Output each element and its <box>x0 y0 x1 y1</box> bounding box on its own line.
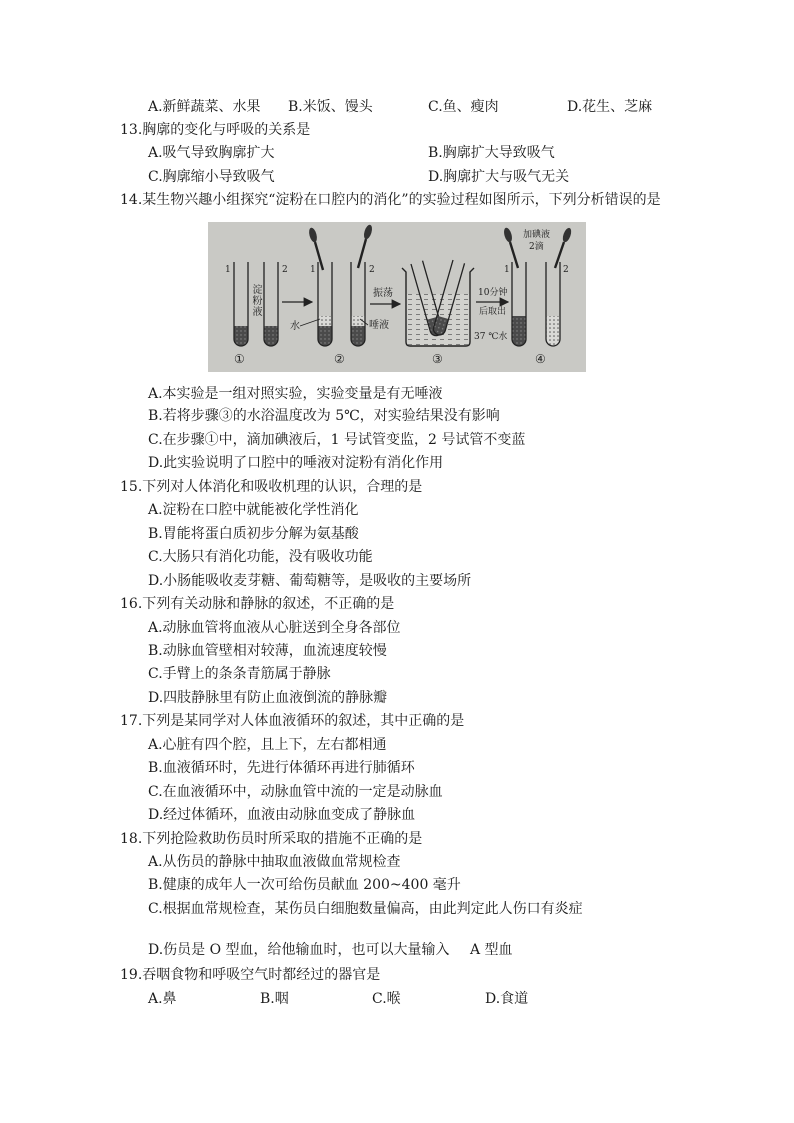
q14-option-b: B.若将步骤③的水浴温度改为 5℃，对实验结果没有影响 <box>148 408 500 424</box>
q19-option-a: A.鼻 <box>148 991 177 1007</box>
step4-dropper1-bulb <box>503 227 514 243</box>
q14-option-d: D.此实验说明了口腔中的唾液对淀粉有消化作用 <box>148 455 444 471</box>
step-3-label: ③ <box>432 352 443 366</box>
q18-option-d-tail: A 型血 <box>470 942 513 958</box>
step4-tube1-label: 1 <box>504 265 510 275</box>
step2-tube2-label: 2 <box>369 265 375 275</box>
saliva-label: 唾液 <box>369 320 389 331</box>
q15-option-c: C.大肠只有消化功能，没有吸收功能 <box>148 549 373 565</box>
step-2-label: ② <box>334 352 345 366</box>
q12-option-c: C.鱼、瘦肉 <box>428 99 499 115</box>
step4-tube2-liquid <box>546 316 560 346</box>
q12-option-a: A.新鲜蔬菜、水果 <box>148 99 261 115</box>
q17-stem: 17.下列是某同学对人体血液循环的叙述，其中正确的是 <box>120 713 465 729</box>
q18-option-d: D.伤员是 O 型血，给他输血时，也可以大量输入 <box>148 942 450 958</box>
step4-tube1-liquid <box>512 316 526 346</box>
starch-solution-label: 淀粉液 <box>250 284 261 317</box>
step2-tube2-liquid <box>351 326 365 346</box>
q17-option-c: C.在血液循环中，动脉血管中流的一定是动脉血 <box>148 784 443 800</box>
q12-option-b: B.米饭、馒头 <box>288 99 373 115</box>
q18-stem: 18.下列抢险救助伤员时所采取的措施不正确的是 <box>120 831 423 847</box>
q16-option-b: B.动脉血管壁相对较薄，血流速度较慢 <box>148 643 387 659</box>
water-leader-line <box>300 319 320 326</box>
q12-option-d: D.花生、芝麻 <box>567 99 653 115</box>
step-4-label: ④ <box>535 352 546 366</box>
drops-label: 2滴 <box>529 242 544 252</box>
q16-option-c: C.手臂上的条条青筋属于静脉 <box>148 666 331 682</box>
step4-dropper2-bulb <box>561 227 573 243</box>
q15-stem: 15.下列对人体消化和吸收机理的认识，合理的是 <box>120 479 423 495</box>
q14-stem: 14.某生物兴趣小组探究“淀粉在口腔内的消化”的实验过程如图所示，下列分析错误的是 <box>120 192 661 208</box>
step1-tube1-liquid <box>234 326 248 346</box>
q13-option-c: C.胸廓缩小导致吸气 <box>148 169 275 185</box>
q15-option-b: B.胃能将蛋白质初步分解为氨基酸 <box>148 526 359 542</box>
shake-label: 振荡 <box>373 288 393 299</box>
q16-stem: 16.下列有关动脉和静脉的叙述，不正确的是 <box>120 596 395 612</box>
q18-option-c: C.根据血常规检查，某伤员白细胞数量偏高，由此判定此人伤口有炎症 <box>148 901 583 917</box>
water-label: 水 <box>290 321 300 332</box>
step-1-label: ① <box>234 352 245 366</box>
q13-option-b: B.胸廓扩大导致吸气 <box>428 145 555 161</box>
q14-option-a: A.本实验是一组对照实验，实验变量是有无唾液 <box>148 386 443 402</box>
step1-tube1-label: 1 <box>225 265 231 275</box>
step2-dropper1-bulb <box>308 227 319 243</box>
step4-tube2-label: 2 <box>563 265 569 275</box>
q19-option-c: C.喉 <box>372 991 401 1007</box>
iodine-label: 加碘液 <box>523 230 551 240</box>
q17-option-b: B.血液循环时，先进行体循环再进行肺循环 <box>148 760 415 776</box>
q16-option-d: D.四肢静脉里有防止血液倒流的静脉瓣 <box>148 690 388 706</box>
time-label: 10分钟 <box>478 288 508 298</box>
q17-option-d: D.经过体循环，血液由动脉血变成了静脉血 <box>148 807 416 823</box>
q17-option-a: A.心脏有四个腔，且上下，左右都相通 <box>148 737 387 753</box>
q19-option-d: D.食道 <box>485 991 529 1007</box>
q13-option-a: A.吸气导致胸廓扩大 <box>148 145 275 161</box>
step1-tube2-liquid <box>264 326 278 346</box>
q19-stem: 19.吞咽食物和呼吸空气时都经过的器官是 <box>120 967 381 983</box>
q13-stem: 13.胸廓的变化与呼吸的关系是 <box>120 122 311 138</box>
step2-tube1-label: 1 <box>310 265 316 275</box>
experiment-figure <box>208 222 586 372</box>
step4-dropper1-stem <box>510 242 518 268</box>
step2-tube1-liquid-top <box>318 316 332 326</box>
take-out-label: 后取出 <box>479 307 507 317</box>
q19-option-b: B.咽 <box>260 991 289 1007</box>
q15-option-d: D.小肠能吸收麦芽糖、葡萄糖等，是吸收的主要场所 <box>148 573 472 589</box>
q15-option-a: A.淀粉在口腔中就能被化学性消化 <box>148 502 359 518</box>
q14-option-c: C.在步骤①中，滴加碘液后，1 号试管变监，2 号试管不变蓝 <box>148 432 526 448</box>
step2-dropper2-bulb <box>362 224 373 240</box>
step2-tube1-liquid <box>318 326 332 346</box>
q16-option-a: A.动脉血管将血液从心脏送到全身各部位 <box>148 620 401 636</box>
q18-option-a: A.从伤员的静脉中抽取血液做血常规检查 <box>148 854 401 870</box>
step1-tube2-label: 2 <box>282 265 288 275</box>
step2-dropper1-stem <box>315 242 323 270</box>
q18-option-b: B.健康的成年人一次可给伤员献血 200~400 毫升 <box>148 877 461 893</box>
q13-option-d: D.胸廓扩大与吸气无关 <box>428 169 570 185</box>
water-bath-label: 37 ℃水 <box>474 332 508 342</box>
